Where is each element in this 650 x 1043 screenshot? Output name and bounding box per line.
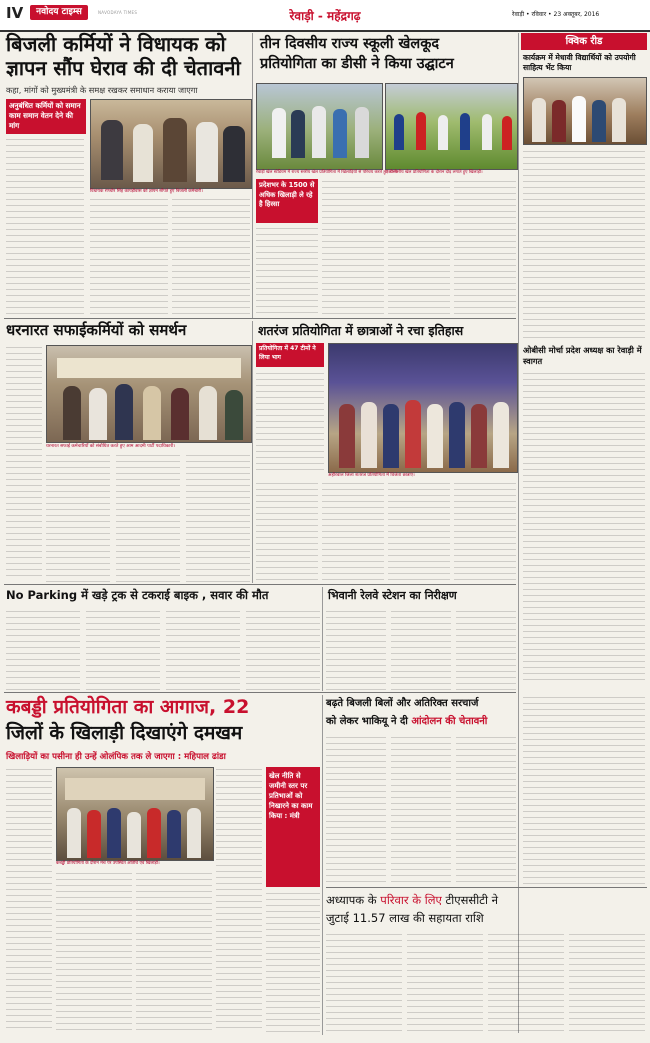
photo-caption: कबड्डी प्रतियोगिता के दौरान मंच पर उपस्थित अतिथि एवं खिलाड़ी। — [56, 861, 160, 866]
headline: धरनारत सफाईकर्मियों को समर्थन — [6, 321, 187, 339]
photo-memorandum — [90, 99, 252, 189]
body-text — [523, 149, 645, 341]
deck: प्रदेशभर के 1500 से अधिक खिलाड़ी ले रहे है हिस्सा — [259, 181, 315, 208]
body-text — [388, 481, 450, 581]
body-text — [456, 609, 516, 691]
photo-chess — [328, 343, 518, 473]
masthead — [0, 0, 650, 32]
body-text — [407, 932, 483, 1032]
body-text — [216, 767, 262, 1033]
body-text — [523, 695, 645, 885]
article-sanitation-workers — [4, 321, 250, 583]
body-text — [6, 609, 80, 691]
body-text — [186, 453, 250, 583]
quick-read-banner — [521, 33, 647, 50]
body-text — [391, 735, 451, 883]
photo-caption: अहीरवाल जिला शतरंज प्रतियोगिता में विजेता छात्राएं। — [328, 473, 415, 478]
paper-logo — [30, 5, 88, 20]
body-text — [569, 932, 645, 1032]
deck-box — [256, 343, 324, 367]
body-text — [166, 609, 240, 691]
body-text — [388, 179, 450, 314]
headline: ओबीसी मोर्चा प्रदेश अध्यक्ष का रेवाड़ी में स्वागत — [523, 345, 642, 366]
photo-kabaddi — [56, 767, 214, 861]
body-text — [322, 179, 384, 314]
headline — [326, 715, 516, 729]
body-text — [86, 609, 160, 691]
subhead: कहा, मांगों को मुख्यमंत्री के समक्ष रखकर समाधान कराया जाएगा — [6, 85, 198, 95]
article-kabaddi — [4, 695, 320, 1035]
body-text — [6, 137, 84, 315]
headline-part: अध्यापक के — [326, 893, 377, 907]
body-text — [256, 226, 318, 314]
headline: ज्ञापन सौंप घेराव की दी चेतावनी — [6, 56, 241, 80]
headline: बढ़ते बिजली बिलों और अतिरिक्त सरचार्ज — [326, 698, 479, 709]
body-text — [256, 481, 318, 581]
article-no-parking — [4, 587, 320, 691]
headline: कार्यक्रम में मेधावी विद्यार्थियों को उपयोगी साहित्य भेंट किया — [523, 53, 636, 72]
headline: भिवानी रेलवे स्टेशन का निरीक्षण — [328, 589, 457, 602]
date-line: रेवाड़ी • रविवार • 23 अक्तूबर, 2016 — [512, 11, 600, 18]
body-text — [523, 371, 645, 681]
section-title: रेवाड़ी - महेंद्रगढ़ — [289, 9, 361, 23]
body-text — [246, 609, 320, 691]
body-text — [136, 871, 212, 1033]
body-text — [6, 345, 42, 581]
headline — [6, 695, 249, 719]
body-text — [456, 735, 516, 883]
headline — [326, 892, 647, 908]
headline: जिलों के खिलाड़ी दिखाएंगे दमखम — [6, 722, 243, 744]
body-text — [6, 767, 52, 1033]
quick-read-label: क्विक रीड — [565, 36, 603, 47]
body-text — [326, 735, 386, 883]
article-teacher-family — [326, 890, 647, 1035]
body-text — [46, 453, 110, 583]
side-deck: अनुबंधित कर्मियों को समान काम समान वेतन देने की मांग — [9, 101, 81, 130]
headline-highlight: परिवार के लिए — [380, 893, 442, 907]
headline: शतरंज प्रतियोगिता में छात्राओं ने रचा इतिहास — [258, 323, 464, 338]
article-chess — [256, 321, 516, 583]
side-deck-box — [6, 99, 86, 134]
headline-highlight: आंदोलन की चेतावनी — [411, 716, 488, 727]
paper-sub: NAVODAYA TIMES — [98, 10, 138, 15]
body-text — [116, 453, 180, 583]
photo-caption: विधायक रणधीर सिंह कापड़ीवास को ज्ञापन सौंपते हुए बिजली कर्मचारी। — [90, 189, 203, 194]
deck-box — [256, 179, 318, 223]
headline: प्रतियोगिता का डीसी ने किया उद्घाटन — [260, 56, 454, 72]
article-power-workers — [4, 33, 250, 318]
deck: प्रतियोगिता में 47 टीमों ने लिया भाग — [259, 345, 316, 361]
headline: No Parking में खड़े ट्रक से टकराई बाइक , सवार की मौत — [6, 588, 269, 602]
page-number: IV — [6, 4, 24, 22]
body-text — [90, 197, 168, 315]
photo-race — [385, 83, 518, 170]
body-text — [172, 197, 250, 315]
body-text — [454, 179, 516, 314]
pullquote: खेल नीति से जमीनी स्तर पर प्रतिभाओं को निखारने का काम किया : मंत्री — [269, 772, 313, 820]
paper-logo-text: नवोदय टाइम्स — [36, 7, 82, 17]
photo-sanitation — [46, 345, 252, 443]
headline: जुटाई 11.57 लाख की सहायता राशि — [326, 911, 484, 925]
article-bhiwani-station — [326, 587, 516, 691]
body-text — [454, 481, 516, 581]
body-text — [326, 932, 402, 1032]
photo-caption: राज्य स्तरीय खेल प्रतियोगिता के दौरान दौड़ लगाते हुए खिलाड़ी। — [385, 170, 483, 175]
headline-part: टीएससीटी ने — [445, 893, 498, 907]
headline-part: कबड्डी प्रतियोगिता का आगाज, 22 — [6, 696, 250, 718]
body-text — [56, 871, 132, 1033]
photo-students — [523, 77, 647, 145]
photo-caption: धरनारत सफाई कर्मचारियों को संबोधित करते हुए आम आदमी पार्टी पदाधिकारी। — [46, 444, 176, 449]
headline-part: को लेकर भाकियू ने दी — [326, 716, 408, 727]
pullquote-box — [266, 767, 320, 887]
body-text — [488, 932, 564, 1032]
article-school-sports — [256, 33, 516, 318]
body-text — [391, 609, 451, 691]
headline: बिजली कर्मियों ने विधायक को — [6, 32, 226, 56]
photo-caption: रेवाड़ी खेल स्टेडियम में राज्य स्तरीय खेल प्रतियोगिता में खिलाड़ियों से परिचय करते हुए डीसी। — [256, 170, 399, 175]
body-text — [256, 371, 324, 471]
subhead: खिलाड़ियों का पसीना ही उन्हें ओलंपिक तक ले जाएगा : महिपाल ढांडा — [6, 752, 226, 762]
body-text — [326, 609, 386, 691]
photo-dc — [256, 83, 383, 170]
body-text — [322, 481, 384, 581]
article-bku-agitation — [326, 695, 516, 885]
body-text — [266, 891, 320, 1033]
headline: तीन दिवसीय राज्य स्कूली खेलकूद — [260, 36, 440, 52]
